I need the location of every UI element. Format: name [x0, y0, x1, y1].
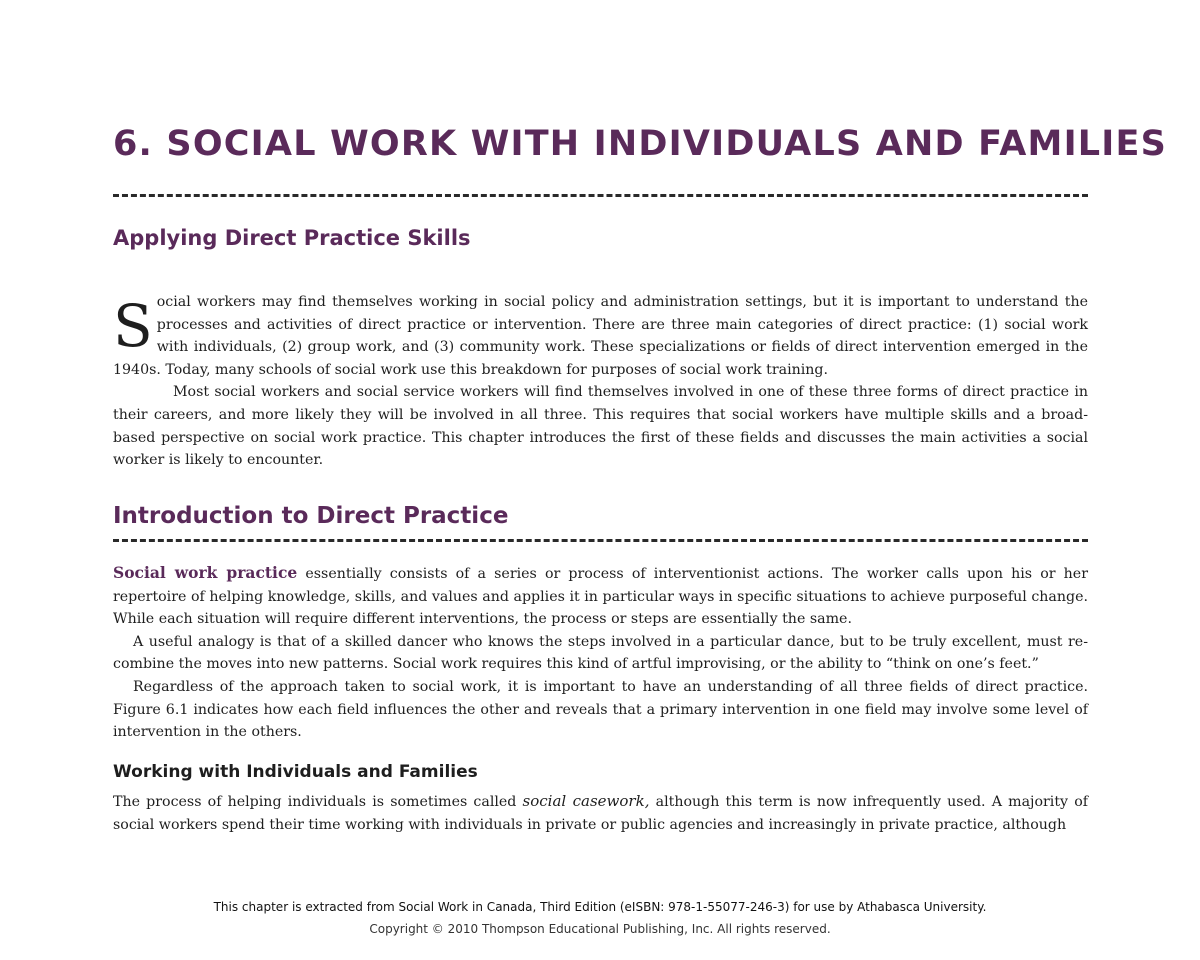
- analogy-paragraph: A useful analogy is that of a skilled dancer who knows the steps involved in a particular dance, but to be truly excellent, must re-combine the moves into new patterns. Social work requires this kind of artful improvising, or the ability to “think on one’s feet.”: [113, 633, 1088, 673]
- section-divider: [113, 539, 1088, 542]
- section-introduction-body: [113, 562, 1088, 744]
- subsection-heading: Working with Individuals and Families: [113, 762, 478, 782]
- approach-paragraph: Regardless of the approach taken to social work, it is important to have an understanding of all three fields of direct practice. Figure 6.1 indicates how each field influences the other and reveals that a primary intervention in one field may involve some level of intervention in the others.: [113, 678, 1088, 741]
- definition-paragraph: [113, 562, 1088, 631]
- subsection-body: [113, 790, 1088, 836]
- title-divider: [113, 194, 1088, 197]
- footer-copyright: Copyright © 2010 Thompson Educational Publishing, Inc. All rights reserved.: [369, 922, 831, 936]
- section-heading-introduction: Introduction to Direct Practice: [113, 503, 509, 529]
- italic-term: social casework,: [522, 792, 650, 810]
- casework-paragraph: [113, 790, 1088, 836]
- casework-text-start: The process of helping individuals is sometimes called: [113, 794, 523, 810]
- footer-credit: This chapter is extracted from Social Work in Canada, Third Edition (eISBN: 978-1-55077-246-3) for use by Athabasca University.: [213, 900, 987, 914]
- section-heading-applying: Applying Direct Practice Skills: [113, 226, 471, 250]
- casework-text-rest: although this term is now infrequently used. A majority of social workers spend their time working with individuals in private or public agencies and increasingly in private practice, although: [113, 794, 1088, 833]
- definition-text: essentially consists of a series or process of interventionist actions. The worker calls upon his or her repertoire of helping knowledge, skills, and values and applies it in particular ways in specific situations to achieve purposeful change. While each situation will require different interventions, the process or steps are essentially the same.: [113, 566, 1088, 628]
- drop-cap: S: [113, 292, 153, 360]
- intro-paragraph-text: ocial workers may find themselves working in social policy and administration settings, but it is important to understand the processes and activities of direct practice or intervention. There are three main categories of direct practice: (1) social work with individuals, (2) group work, and (3) community work. These specializations or fields of direct intervention emerged in the 1940s. Today, many schools of social work use this breakdown for purposes of social work training.: [113, 294, 1088, 378]
- key-term: Social work practice: [113, 563, 298, 582]
- section-applying-body: [113, 291, 1088, 472]
- paragraph-three-forms: Most social workers and social service workers will find themselves involved in one of these three forms of direct practice in their careers, and more likely they will be involved in all three. This requires that social workers have multiple skills and a broad-based perspective on social work practice. This chapter introduces the first of these fields and discusses the main activities a social worker is likely to encounter.: [113, 384, 1088, 469]
- intro-paragraph: [113, 291, 1088, 381]
- chapter-title: 6. SOCIAL WORK WITH INDIVIDUALS AND FAMILIES: [113, 124, 1168, 164]
